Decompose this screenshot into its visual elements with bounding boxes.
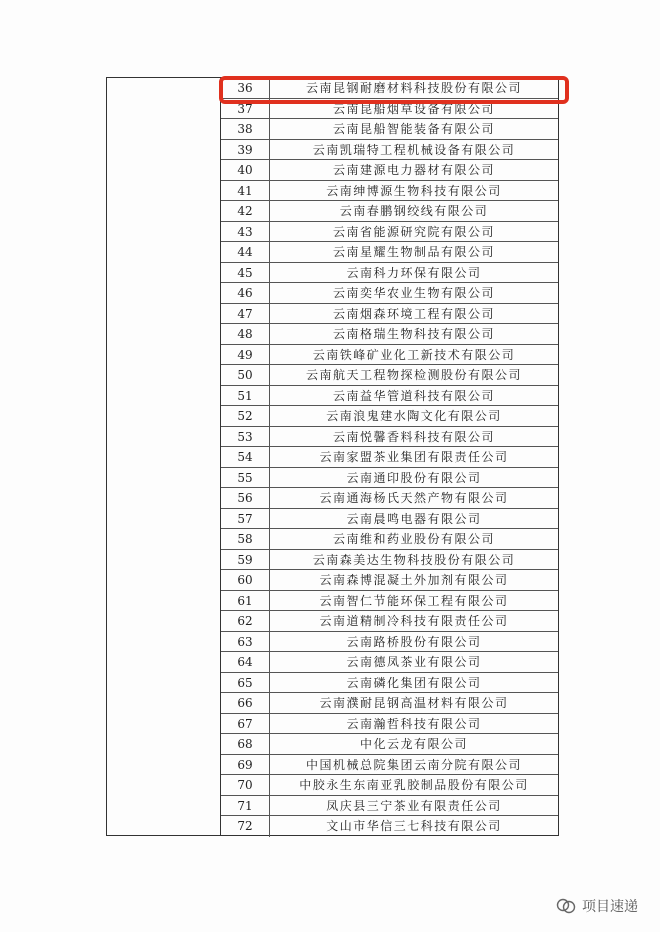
table-row [221,324,558,345]
table-row [221,796,558,817]
row-number: 37 [221,99,270,119]
company-name: 云南晨鸣电器有限公司 [346,511,482,526]
company-name: 云南昆钢耐磨材料科技股份有限公司 [305,81,522,95]
row-number: 46 [221,283,270,303]
row-number: 62 [221,611,270,631]
row-number: 44 [221,242,270,262]
table-row [221,283,558,304]
row-number: 54 [221,447,270,467]
company-name: 云南春鹏钢绞线有限公司 [339,204,489,218]
table-row [221,816,558,837]
company-name: 云南星耀生物制品有限公司 [332,245,495,259]
row-number: 40 [221,160,270,180]
table-row [221,775,558,796]
row-number: 61 [221,591,270,611]
company-name: 云南航天工程物探检测股份有限公司 [305,368,522,382]
table-row [221,160,558,181]
company-name: 云南智仁节能环保工程有限公司 [319,593,509,608]
row-number: 72 [221,816,270,837]
row-number: 65 [221,673,270,693]
row-number: 39 [221,140,270,160]
row-number: 67 [221,714,270,734]
table-row [221,263,558,284]
table-row [221,222,558,243]
company-name: 云南磷化集团有限公司 [346,675,482,690]
table-row [221,673,558,694]
row-number: 63 [221,632,270,652]
row-number: 60 [221,570,270,590]
row-number: 41 [221,181,270,201]
company-name: 云南浪鬼建水陶文化有限公司 [326,409,502,423]
company-name: 云南铁峰矿业化工新技术有限公司 [312,347,516,362]
table-row [221,201,558,222]
table-row [221,632,558,653]
company-name: 云南悦馨香料科技有限公司 [332,429,495,444]
company-name: 中化云龙有限公司 [359,737,468,751]
company-name: 云南益华管道科技有限公司 [332,388,495,403]
company-name: 中国机械总院集团云南分院有限公司 [305,757,522,772]
company-name: 云南家盟茶业集团有限责任公司 [319,450,509,464]
table-row [221,140,558,161]
company-name: 云南濮耐昆钢高温材料有限公司 [319,696,509,710]
company-name: 云南通印股份有限公司 [346,470,482,485]
row-number: 48 [221,324,270,344]
row-number: 64 [221,652,270,672]
row-number: 53 [221,427,270,447]
row-number: 49 [221,345,270,365]
table-row [221,447,558,468]
table-row [221,242,558,263]
table-body [221,78,558,835]
table-row [221,468,558,489]
row-number: 38 [221,119,270,139]
row-number: 50 [221,365,270,385]
company-table [106,77,559,836]
table-row [221,591,558,612]
company-name: 云南凯瑞特工程机械设备有限公司 [312,142,516,157]
watermark [556,896,638,916]
company-name: 云南森博混凝土外加剂有限公司 [319,573,509,587]
row-number: 55 [221,468,270,488]
table-row [221,570,558,591]
row-number: 56 [221,488,270,508]
company-name: 云南科力环保有限公司 [346,265,482,280]
table-row [221,304,558,325]
table-row [221,488,558,509]
table-row [221,181,558,202]
row-number: 51 [221,386,270,406]
row-number: 69 [221,755,270,775]
table-row [221,509,558,530]
company-name: 凤庆县三宁茶业有限责任公司 [326,798,502,813]
row-number: 45 [221,263,270,283]
table-row [221,693,558,714]
company-name: 云南烟森环境工程有限公司 [332,306,495,321]
table-row [221,652,558,673]
row-number: 59 [221,550,270,570]
row-number: 36 [221,78,270,98]
table-row [221,611,558,632]
company-name: 文山市华信三七科技有限公司 [326,819,502,833]
row-number: 43 [221,222,270,242]
row-number: 66 [221,693,270,713]
table-row [221,529,558,550]
company-name: 云南维和药业股份有限公司 [332,532,495,546]
company-name: 云南森美达生物科技股份有限公司 [312,552,516,567]
row-number: 57 [221,509,270,529]
table-row [221,550,558,571]
company-name: 云南德凤茶业有限公司 [346,655,482,669]
wechat-official-account-icon [556,898,576,914]
table-row [221,406,558,427]
company-name: 云南瀚哲科技有限公司 [346,716,482,731]
company-name: 云南昆船烟草设备有限公司 [332,101,495,116]
table-row [221,365,558,386]
row-number: 42 [221,201,270,221]
company-name: 云南通海杨氏天然产物有限公司 [319,491,509,505]
row-number: 58 [221,529,270,549]
table-row [221,427,558,448]
company-name: 云南昆船智能装备有限公司 [332,122,495,136]
company-name: 云南建源电力器材有限公司 [332,163,495,177]
table-row [221,734,558,755]
company-name: 云南绅博源生物科技有限公司 [326,183,502,198]
watermark-text: 项目速递 [582,899,638,915]
company-name: 云南格瑞生物科技有限公司 [332,327,495,341]
company-name: 云南道精制冷科技有限责任公司 [319,614,509,628]
row-number: 68 [221,734,270,754]
row-number: 47 [221,304,270,324]
row-number: 71 [221,796,270,816]
company-name: 云南奕华农业生物有限公司 [332,286,495,300]
company-name: 云南省能源研究院有限公司 [332,224,495,239]
table-row [221,755,558,776]
table-row [221,345,558,366]
category-column [107,78,221,835]
highlight-box [219,76,569,104]
company-name: 云南路桥股份有限公司 [346,634,482,649]
row-number: 70 [221,775,270,795]
company-name: 中胶永生东南亚乳胶制品股份有限公司 [299,778,529,792]
table-row [221,119,558,140]
row-number: 52 [221,406,270,426]
table-row [221,386,558,407]
table-row [221,714,558,735]
